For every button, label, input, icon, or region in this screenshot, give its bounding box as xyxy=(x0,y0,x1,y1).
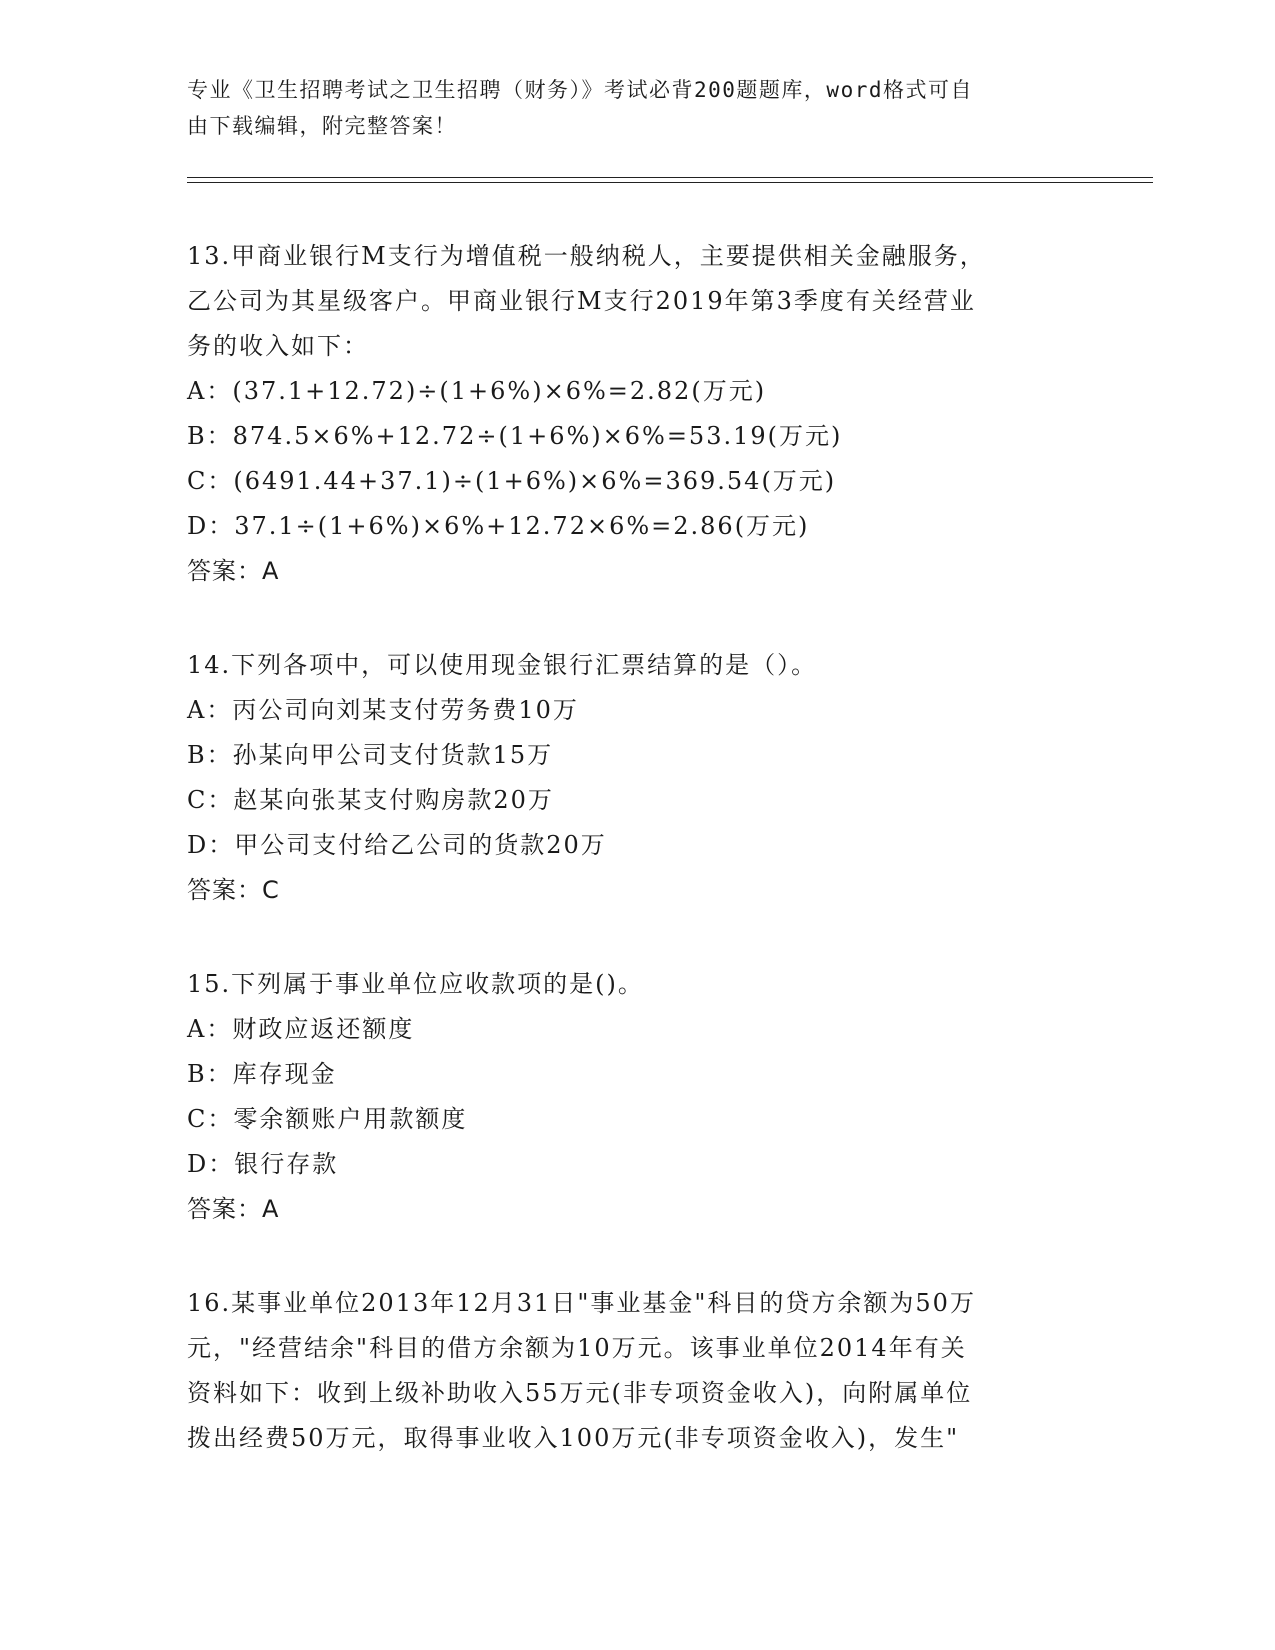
stem-line: 元，"经营结余"科目的借方余额为10万元。该事业单位2014年有关 xyxy=(187,1334,967,1362)
header-line-2: 由下载编辑，附完整答案！ xyxy=(187,114,457,138)
header-divider-bottom xyxy=(187,182,1153,183)
stem-line: 13.甲商业银行M支行为增值税一般纳税人，主要提供相关金融服务， xyxy=(187,242,986,270)
option-b: B：孙某向甲公司支付货款15万 xyxy=(187,741,554,769)
stem-line: 乙公司为其星级客户。甲商业银行M支行2019年第3季度有关经营业 xyxy=(187,287,976,315)
stem-line: 资料如下：收到上级补助收入55万元(非专项资金收入)，向附属单位 xyxy=(187,1379,973,1407)
question-15 xyxy=(187,962,1087,1232)
option-b: B：874.5×6%+12.72÷(1+6%)×6%=53.19(万元) xyxy=(187,422,843,450)
answer-line: 答案：A xyxy=(187,557,280,585)
option-c: C：赵某向张某支付购房款20万 xyxy=(187,786,554,814)
document-header xyxy=(187,72,1067,144)
option-d: D：37.1÷(1+6%)×6%+12.72×6%=2.86(万元) xyxy=(187,512,810,540)
stem-line: 15.下列属于事业单位应收款项的是()。 xyxy=(187,970,644,998)
option-d: D：甲公司支付给乙公司的货款20万 xyxy=(187,831,607,859)
option-d: D：银行存款 xyxy=(187,1150,339,1178)
option-c: C：(6491.44+37.1)÷(1+6%)×6%=369.54(万元) xyxy=(187,467,837,495)
question-14 xyxy=(187,643,1087,913)
stem-line: 务的收入如下： xyxy=(187,332,369,360)
header-divider-top xyxy=(187,177,1153,178)
question-stem xyxy=(187,1281,1087,1461)
stem-line: 拨出经费50万元，取得事业收入100万元(非专项资金收入)，发生" xyxy=(187,1424,960,1452)
stem-line: 14.下列各项中，可以使用现金银行汇票结算的是（）。 xyxy=(187,651,818,679)
option-a: A：丙公司向刘某支付劳务费10万 xyxy=(187,696,579,724)
answer-line: 答案：C xyxy=(187,876,280,904)
option-a: A：(37.1+12.72)÷(1+6%)×6%=2.82(万元) xyxy=(187,377,767,405)
question-stem xyxy=(187,234,1087,369)
option-c: C：零余额账户用款额度 xyxy=(187,1105,468,1133)
question-stem xyxy=(187,643,1087,688)
stem-line: 16.某事业单位2013年12月31日"事业基金"科目的贷方余额为50万 xyxy=(187,1289,976,1317)
question-16 xyxy=(187,1281,1087,1461)
option-a: A：财政应返还额度 xyxy=(187,1015,415,1043)
question-13 xyxy=(187,234,1087,594)
question-stem xyxy=(187,962,1087,1007)
header-line-1: 专业《卫生招聘考试之卫生招聘（财务）》考试必背200题题库，word格式可自 xyxy=(187,78,973,102)
answer-line: 答案：A xyxy=(187,1195,280,1223)
option-b: B：库存现金 xyxy=(187,1060,337,1088)
